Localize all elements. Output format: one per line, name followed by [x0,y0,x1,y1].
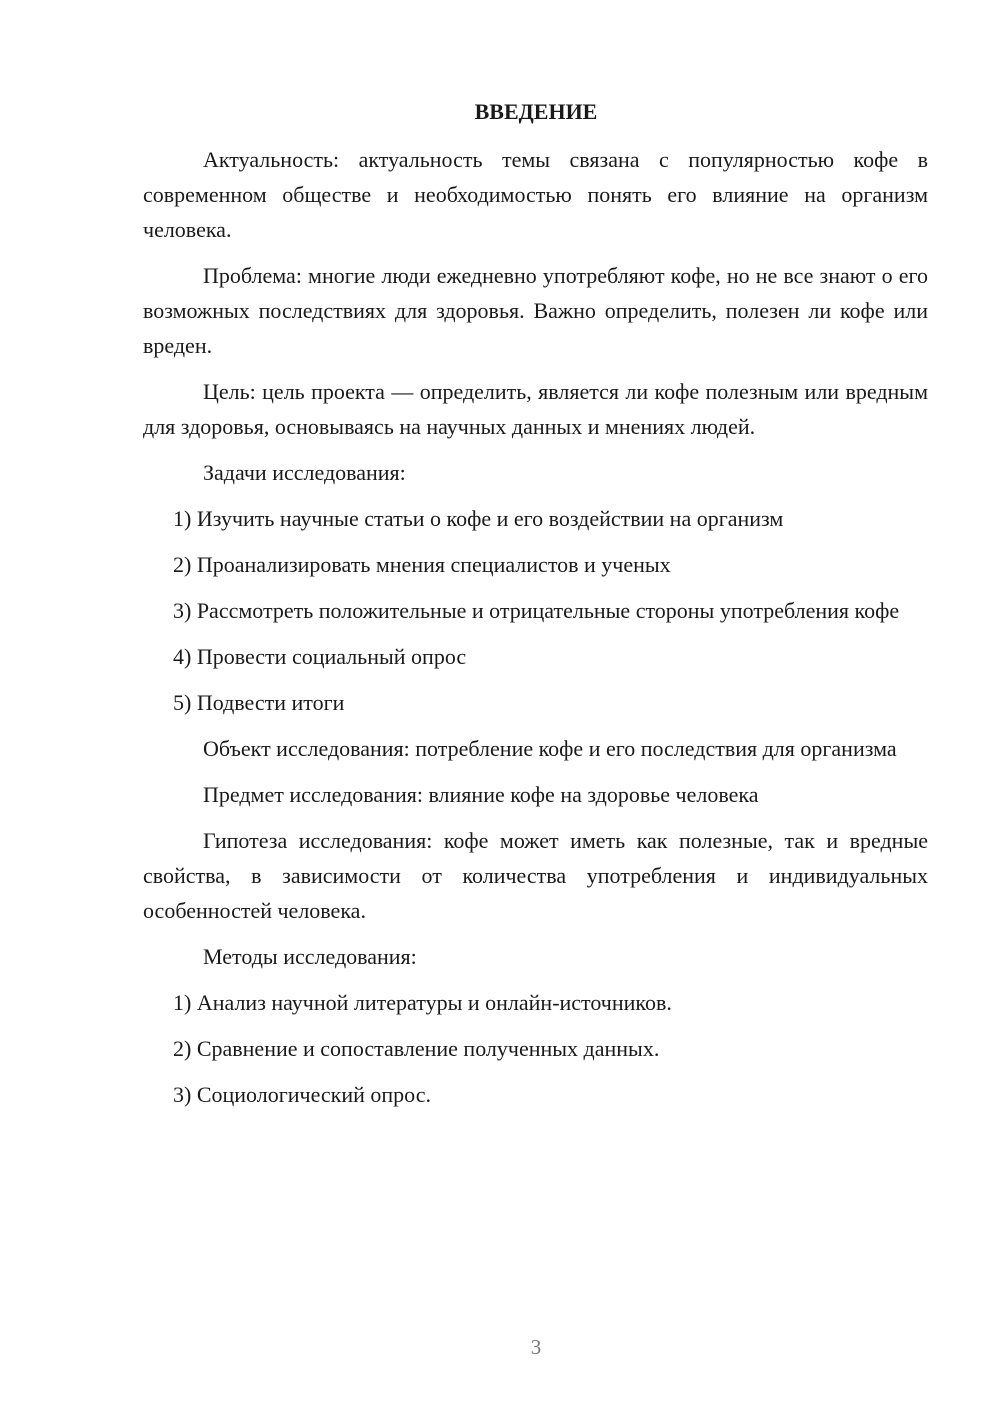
task-item-1: 1) Изучить научные статьи о кофе и его воздействии на организм [173,506,784,531]
methods-heading: Методы исследования: [203,944,417,969]
method-item-3: 3) Социологический опрос. [173,1082,431,1107]
relevance-paragraph: Актуальность: актуальность темы связана с популярностью кофе в современном обществе и необходимостью понять его влияние на организм человека. [143,147,928,242]
goal-paragraph: Цель: цель проекта — определить, является ли кофе полезным или вредным для здоровья, основываясь на научных данных и мнениях людей. [143,379,928,439]
problem-paragraph: Проблема: многие люди ежедневно употребляют кофе, но не все знают о его возможных последствиях для здоровья. Важно определить, полезен ли кофе или вреден. [143,263,928,358]
tasks-heading: Задачи исследования: [203,460,406,485]
task-item-5: 5) Подвести итоги [173,690,345,715]
task-item-3: 3) Рассмотреть положительные и отрицательные стороны употребления кофе [173,598,900,623]
method-item-1: 1) Анализ научной литературы и онлайн-источников. [173,990,672,1015]
document-body [143,142,928,1123]
object-paragraph: Объект исследования: потребление кофе и его последствия для организма [203,736,897,761]
page-number: 3 [530,1335,542,1359]
task-item-2: 2) Проанализировать мнения специалистов и ученых [173,552,671,577]
page-title: ВВЕДЕНИЕ [474,99,598,124]
task-item-4: 4) Провести социальный опрос [173,644,467,669]
method-item-2: 2) Сравнение и сопоставление полученных данных. [173,1036,660,1061]
hypothesis-paragraph: Гипотеза исследования: кофе может иметь как полезные, так и вредные свойства, в зависимости от количества употребления и индивидуальных особенностей человека. [143,828,928,923]
subject-paragraph: Предмет исследования: влияние кофе на здоровье человека [203,782,759,807]
